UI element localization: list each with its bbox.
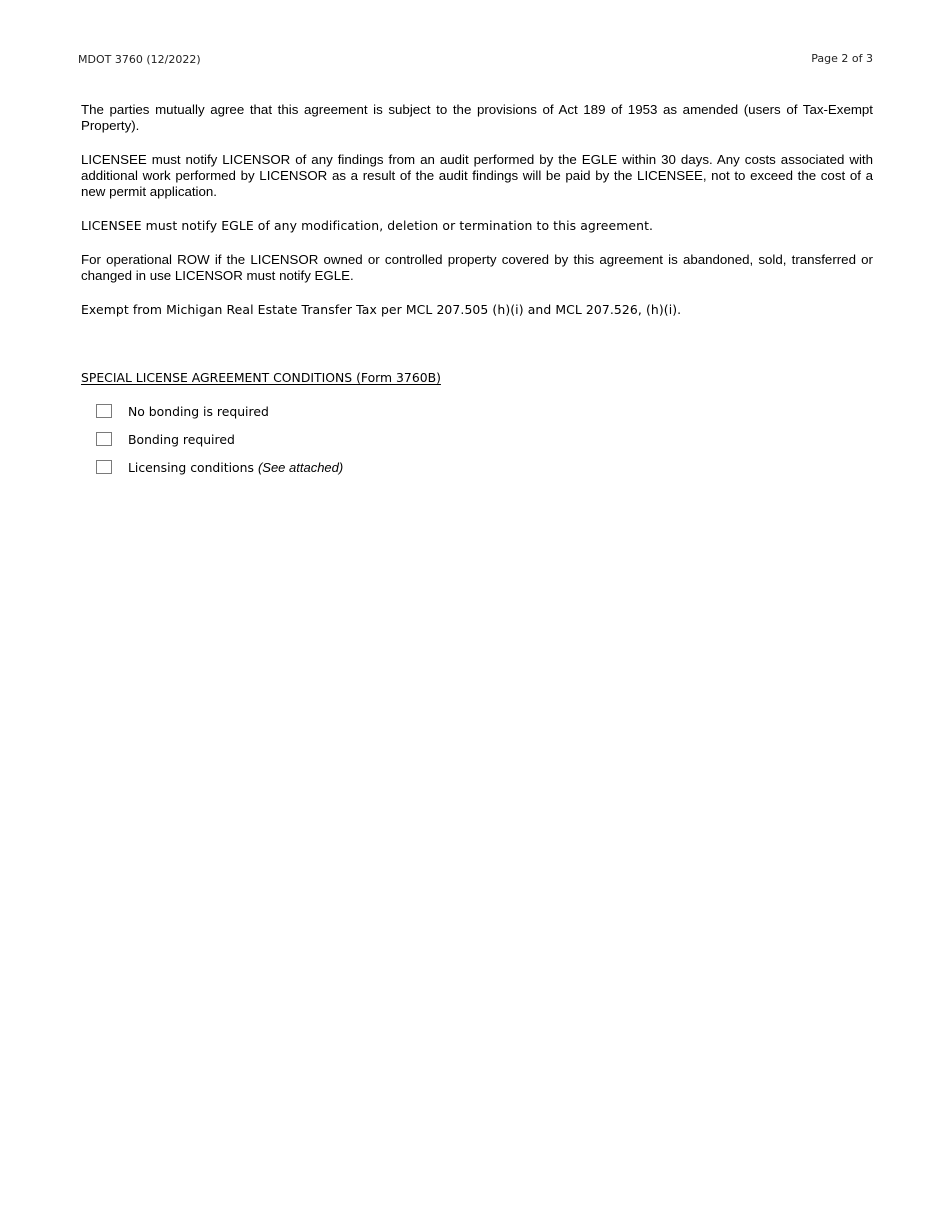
condition-bonding-required [81, 425, 873, 453]
bonding-required-checkbox[interactable] [96, 432, 112, 446]
licensing-conditions-checkbox[interactable] [96, 460, 112, 474]
no-bonding-checkbox[interactable] [96, 404, 112, 418]
paragraph-tax-exempt: The parties mutually agree that this agreement is subject to the provisions of Act 189 of 1953 as amended (users of Tax-Exempt Property). [81, 102, 873, 133]
condition-note: (See attached) [257, 459, 344, 475]
condition-no-bonding [81, 397, 873, 425]
condition-label: No bonding is required [128, 403, 269, 419]
paragraph-notify-egle: LICENSEE must notify EGLE of any modification, deletion or termination to this agreement. [81, 218, 654, 233]
paragraph-transfer-tax: Exempt from Michigan Real Estate Transfer Tax per MCL 207.505 (h)(i) and MCL 207.526, (h)(i). [81, 302, 682, 317]
condition-label: Bonding required [128, 431, 235, 447]
form-id: MDOT 3760 (12/2022) [78, 53, 201, 66]
document-body [81, 102, 873, 481]
condition-label: Licensing conditions [128, 459, 254, 475]
paragraph-operational-row: For operational ROW if the LICENSOR owned or controlled property covered by this agreement is abandoned, sold, transferred or changed in use LICENSOR must notify EGLE. [81, 252, 873, 283]
condition-licensing-conditions [81, 453, 873, 481]
section-title: SPECIAL LICENSE AGREEMENT CONDITIONS (Form 3760B) [81, 370, 441, 385]
conditions-checklist [81, 397, 873, 481]
special-conditions-section [81, 336, 873, 481]
paragraph-audit-findings: LICENSEE must notify LICENSOR of any findings from an audit performed by the EGLE within 30 days. Any costs associated with additional work performed by LICENSOR as a result of the audit findings will be paid by the LICENSEE, not to exceed the cost of a new permit application. [81, 152, 873, 199]
page-number: Page 2 of 3 [811, 52, 873, 65]
